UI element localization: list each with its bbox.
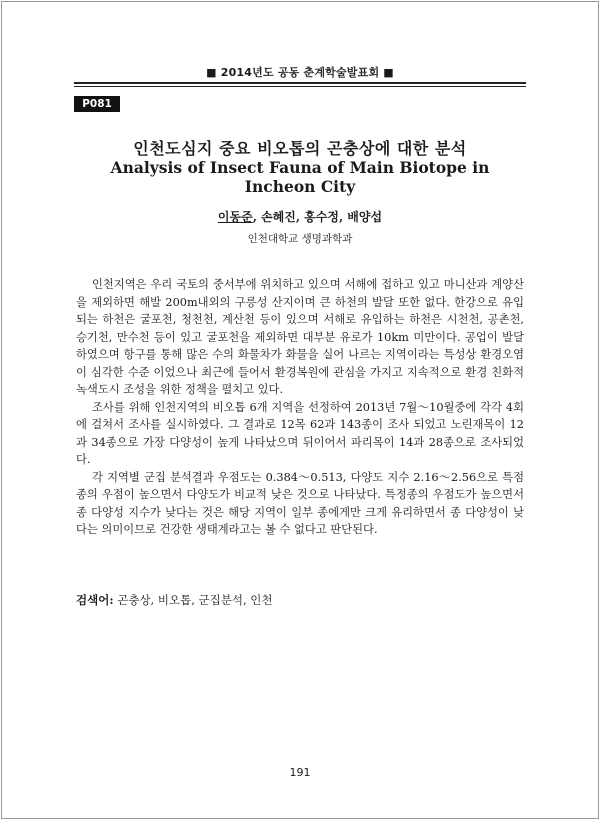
page-number: 191 <box>289 766 311 779</box>
keywords-label: 검색어: <box>76 593 114 607</box>
affiliation: 인천대학교 생명과학과 <box>247 233 353 245</box>
author-list <box>74 208 526 225</box>
keywords-line <box>76 592 524 608</box>
conference-header: ■ 2014년도 공동 춘계학술발표회 ■ <box>206 66 394 79</box>
first-author: 이동준 <box>217 210 253 224</box>
abstract-body <box>76 276 524 539</box>
title-english: Analysis of Insect Fauna of Main Biotope in Incheon City <box>110 158 490 196</box>
keywords-value: 곤충상, 비오톱, 군집분석, 인천 <box>113 593 273 607</box>
title-korean: 인천도심지 중요 비오톱의 곤충상에 대한 분석 <box>133 139 467 158</box>
header-rule-thick <box>74 82 526 84</box>
co-authors: , 손혜진, 홍수정, 배양섭 <box>252 210 383 224</box>
body-paragraph: 조사를 위해 인천지역의 비오톱 6개 지역을 선정하여 2013년 7월～10월중에 각각 4회에 걸쳐서 조사를 실시하였다. 그 결과로 12목 62과 143종이 조사 되었고 노린재목이 12과 34종으로 가장 다양성이 높게 나타났으며 뒤이어서 파리목이 14과 28종으로 조사되었다. <box>76 400 524 466</box>
body-paragraph: 인천지역은 우리 국토의 중서부에 위치하고 있으며 서해에 접하고 있고 마니산과 계양산을 제외하면 해발 200m내외의 구릉성 산지이며 큰 하천의 발달 또한 없다. 한강으로 유입되는 하천은 굴포천, 청천천, 계산천 등이 있으며 서해로 유입하는 하천은 시천천, 공촌천, 승기천, 만수천 등이 있고 굴포천을 제외하면 대부분 유로가 10km 미만이다. 공업이 발달 하였으며 항구를 통해 많은 수의 화물차가 화물을 실어 나르는 지역이라는 특성상 환경오염이 심각한 수준 이었으나 최근에 들어서 환경복원에 관심을 가지고 지속적으로 환경 친화적 녹색도시 조성을 위한 정책을 펼치고 있다. <box>76 278 524 396</box>
body-paragraph: 각 지역별 군집 분석결과 우점도는 0.384～0.513, 다양도 지수 2.16～2.56으로 특점 종의 우점이 높으면서 다양도가 비교적 낮은 것으로 나타났다. 특정종의 우점도가 높으면서 종 다양성 지수가 낮다는 것은 해당 지역이 일부 종에게만 크게 유리하면서 종 다양성이 낮다는 의미이므로 건강한 생태계라고는 볼 수 없다고 판단된다. <box>76 470 524 536</box>
header-rule-thin <box>74 86 526 87</box>
abstract-code-badge: P081 <box>74 96 120 112</box>
